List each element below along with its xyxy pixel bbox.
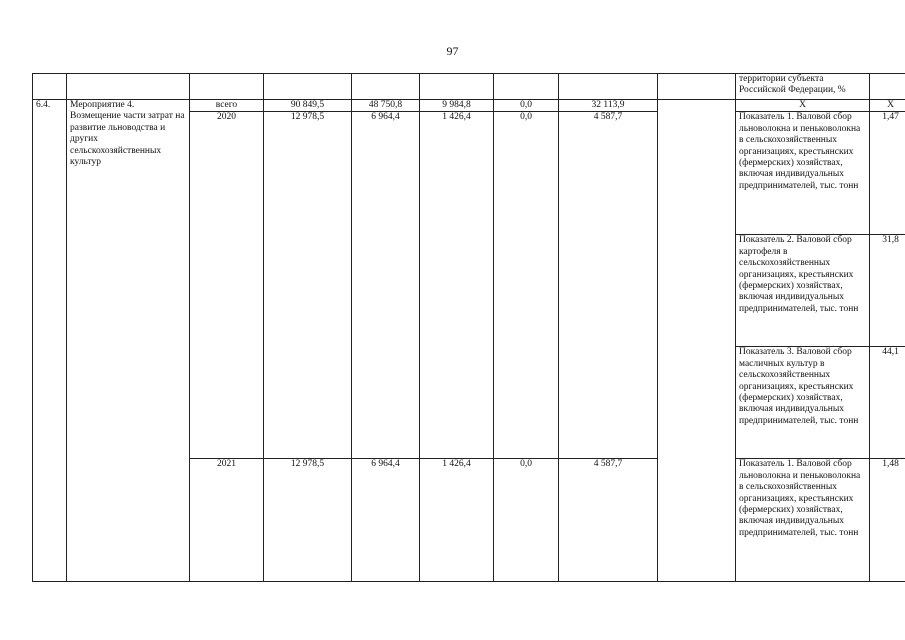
cell-empty: [870, 74, 905, 100]
cell-empty: [658, 100, 736, 582]
year-col-5: 4 587,7: [559, 112, 658, 459]
indicator-value: 1,48: [870, 459, 905, 582]
year-col-1: 12 978,5: [264, 459, 352, 582]
year-col-3: 1 426,4: [420, 112, 494, 459]
cell-empty: [658, 74, 736, 100]
cell-empty: [264, 74, 352, 100]
cell-empty: [33, 74, 67, 100]
cell-empty: [420, 74, 494, 100]
year-col-1: 12 978,5: [264, 112, 352, 459]
indicator-text: Показатель 1. Валовой сбор льноволокна и пеньковолокна в сельскохозяйственных организациях, крестьянских (фермерских) хозяйствах, включая индивидуальных предпринимателей, тыс. тонн: [736, 112, 870, 235]
total-col-2: 48 750,8: [352, 100, 420, 112]
total-row: [33, 100, 905, 112]
year-col-2: 6 964,4: [352, 112, 420, 459]
page-number: 97: [446, 44, 459, 58]
cell-empty: [352, 74, 420, 100]
measure-number: 6.4.: [33, 100, 67, 582]
indicator-value: 1,47: [870, 112, 905, 235]
total-col-4: 0,0: [494, 100, 559, 112]
indicator-text: Показатель 2. Валовой сбор картофеля в сельскохозяйственных организациях, крестьянских (фермерских) хозяйствах, включая индивидуальных предпринимателей, тыс. тонн: [736, 235, 870, 347]
year-label: 2021: [190, 459, 264, 582]
year-col-4: 0,0: [494, 459, 559, 582]
year-label: 2020: [190, 112, 264, 459]
indicator-text: территории субъекта Российской Федерации, %: [736, 74, 870, 100]
year-col-5: 4 587,7: [559, 459, 658, 582]
total-col-3: 9 984,8: [420, 100, 494, 112]
indicator-value: 44,1: [870, 347, 905, 459]
program-table: [32, 73, 905, 582]
cell-empty: [190, 74, 264, 100]
indicator-text: Показатель 3. Валовой сбор масличных культур в сельскохозяйственных организациях, крестьянских (фермерских) хозяйствах, включая индивидуальных предпринимателей, тыс. тонн: [736, 347, 870, 459]
measure-name: Мероприятие 4. Возмещение части затрат на развитие льноводства и других сельскохозяйственных культур: [67, 100, 190, 582]
total-value: Х: [870, 100, 905, 112]
cell-empty: [559, 74, 658, 100]
total-label: всего: [190, 100, 264, 112]
year-col-3: 1 426,4: [420, 459, 494, 582]
total-col-5: 32 113,9: [559, 100, 658, 112]
cell-empty: [67, 74, 190, 100]
total-col-1: 90 849,5: [264, 100, 352, 112]
cell-empty: [494, 74, 559, 100]
total-indicator: Х: [736, 100, 870, 112]
indicator-value: 31,8: [870, 235, 905, 347]
indicator-text: Показатель 1. Валовой сбор льноволокна и пеньковолокна в сельскохозяйственных организациях, крестьянских (фермерских) хозяйствах, включая индивидуальных предпринимателей, тыс. тонн: [736, 459, 870, 582]
year-col-4: 0,0: [494, 112, 559, 459]
year-col-2: 6 964,4: [352, 459, 420, 582]
continuation-row: [33, 74, 905, 100]
